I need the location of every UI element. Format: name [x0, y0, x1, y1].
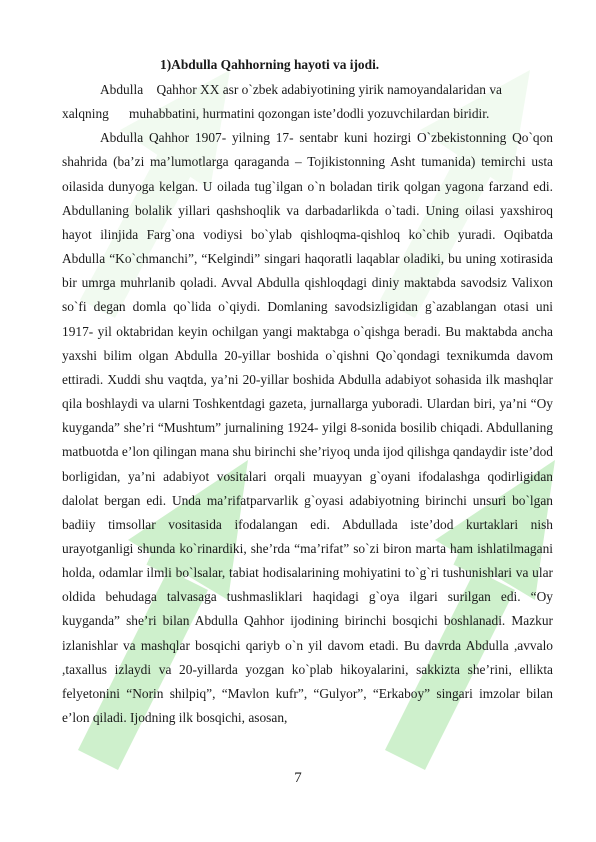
body-paragraph: Abdulla Qahhor 1907- yilning 17- sentabr kuni hozirgi O`zbekistonning Qo`qon shahrida (ba’zi ma’lumotlarga qaraganda – Tojikistonning Asht tumanida) temirchi usta oilasida dunyoga kelgan. U oilada tug`ilgan o`n boladan tirik qolgan yagona farzand edi. Abdullaning bolalik yillari qashshoqlik va darbadarlikda o`tadi. Uning oilasi yaxshiroq hayot ilinjida Farg`ona vodiysi bo`ylab qishloqma-qishloq ko`chib yuradi. Oqibatda Abdulla “Ko`chmanchi”, “Kelgindi” singari haqoratli laqablar oladiki, bu uning xotirasida bir umrga muhrlanib qoladi. Avval Abdulla qishloqdagi diniy maktabda savodsiz Valixon so`fi degan domla qo`lida o`qiydi. Domlaning savodsizligidan g`azablangan otasi uni 1917- yil oktabridan keyin ochilgan yangi maktabga o`qishga beradi. Bu maktabda ancha yaxshi bilim olgan Abdulla 20-yillar boshida o`qishni Qo`qondagi texnikumda davom ettiradi. Xuddi shu vaqtda, ya’ni 20-yillar boshida Abdulla adabiyot sohasida ilk mashqlar qila boshlaydi va ularni Toshkentdagi gazeta, jurnallarga yuboradi. Ulardan biri, ya’ni “Oy kuyganda” she’ri “Mushtum” jurnalining 1924- yilgi 8-sonida bosilib chiqadi. Abdullaning matbuotda e’lon qilingan mana shu birinchi she’riyoq unda ijod qilishga qandaydir iste’dod borligidan, ya’ni adabiyot vositalari orqali muayyan g`oyani ifodalashga qodirligidan dalolat bergan edi. Unda ma’rifatparvarlik g`oyasi adabiyotning birinchi unsuri bo`lgan badiiy timsollar vositasida ifodalangan edi. Abdullada iste’dod kurtaklari nish urayotganligi shunda ko`rinardiki, she’rda “ma’rifat” so`zi biron marta ham ishlatilmagani holda, odamlar ilmli bo`lsalar, tabiat hodisalarining mohiyatini to`g`ri tushunishlari va ular oldida behudaga talvasaga tushmasliklari haqidagi g`oya ilgari surilgan edi. “Oy kuyganda” she’ri bilan Abdulla Qahhor ijodining birinchi bosqichi boshlanadi. Mazkur izlanishlar va mashqlar bosqichi qariyb o`n yil davom etadi. Bu davrda Abdulla ,avvalo ,taxallus izlaydi va 20-yillarda yozgan ko`plab hikoyalarini, sakkizta she’rini, ellikta felyetonini “Norin shilpiq”, “Mavlon kufr”, “Gulyor”, “Erkaboy” singari imzolar bilan e’lon qiladi. Ijodning ilk bosqichi, asosan, — [62, 130, 553, 726]
section-title: 1)Abdulla Qahhorning hayoti va ijodi. — [160, 57, 380, 72]
page-number: 7 — [294, 770, 302, 786]
intro-line: xalqning muhabbatini, hurmatini qozongan iste’dodli yozuvchilardan biridir. — [62, 106, 490, 122]
intro-line: Abdulla Qahhor XX asr o`zbek adabiyotining yirik namoyandalaridan va — [100, 82, 502, 97]
document-body — [62, 52, 553, 730]
